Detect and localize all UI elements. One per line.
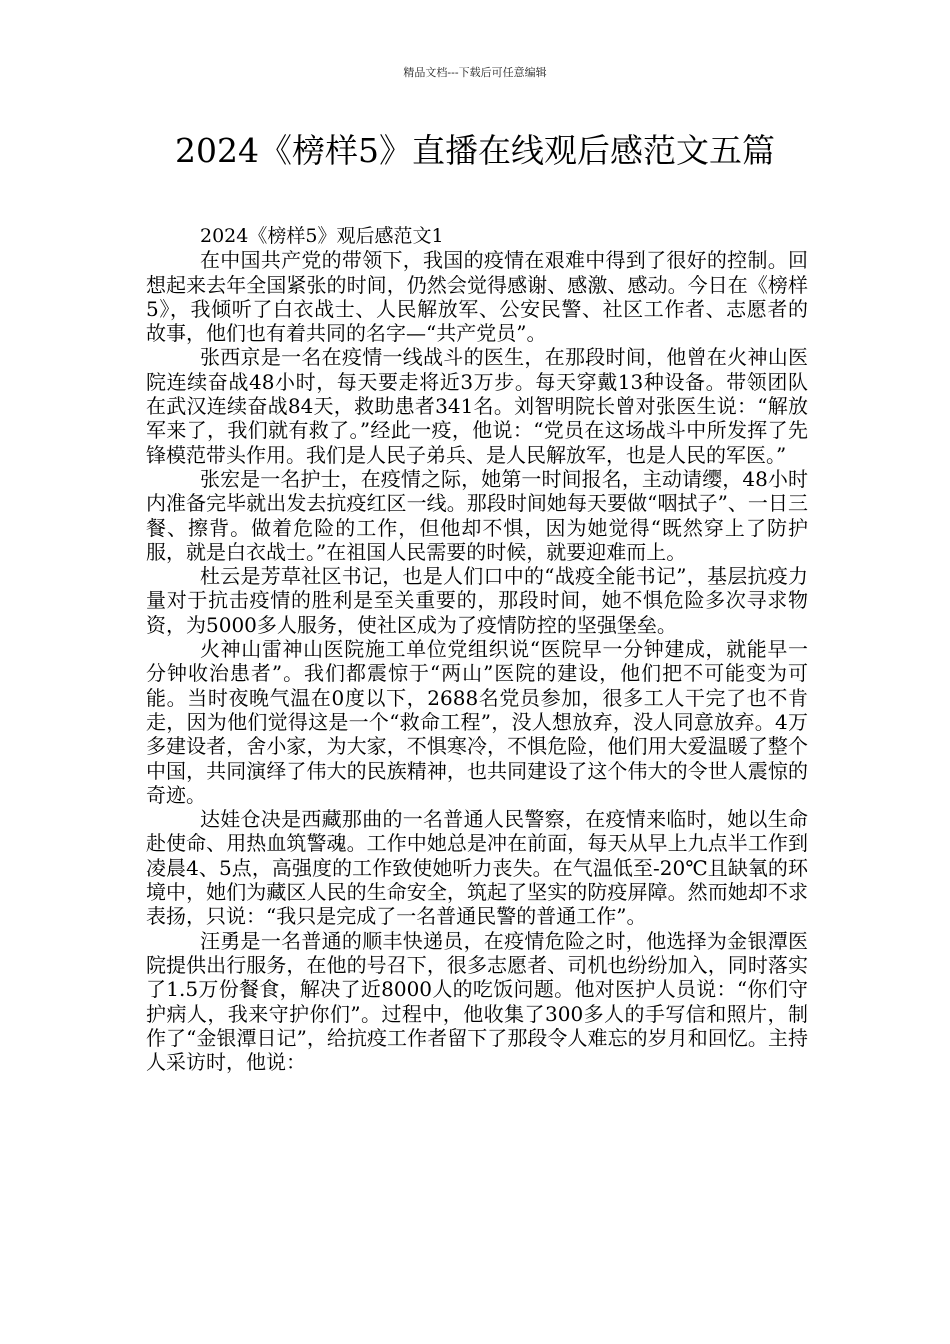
header-note: 精品文档---下载后可任意编辑: [403, 66, 547, 79]
document-title: 2024《榜样5》直播在线观后感范文五篇: [175, 131, 775, 170]
document-body: [146, 224, 808, 1074]
paragraph-3: 张宏是一名护士，在疫情之际，她第一时间报名，主动请缨，48小时内准备完毕就出发去抗疫红区一线。那段时间她每天要做“咽拭子”、一日三餐、擦背。做着危险的工作，但他却不惧，因为她觉得“既然穿上了防护服，就是白衣战士。”在祖国人民需要的时候，就要迎难而上。: [146, 466, 808, 564]
paragraph-6: 达娃仓决是西藏那曲的一名普通人民警察，在疫情来临时，她以生命赴使命、用热血筑警魂。工作中她总是冲在前面，每天从早上九点半工作到凌晨4、5点，高强度的工作致使她听力丧失。在气温低至-20℃且缺氧的环境中，她们为藏区人民的生命安全，筑起了坚实的防疫屏障。然而她却不求表扬，只说：“我只是完成了一名普通民警的普通工作”。: [146, 807, 808, 929]
paragraph-1: 在中国共产党的带领下，我国的疫情在艰难中得到了很好的控制。回想起来去年全国紧张的时间，仍然会觉得感谢、感激、感动。今日在《榜样5》，我倾听了白衣战士、人民解放军、公安民警、社区工作者、志愿者的故事，他们也有着共同的名字—“共产党员”。: [146, 248, 808, 346]
paragraph-7: 汪勇是一名普通的顺丰快递员，在疫情危险之时，他选择为金银潭医院提供出行服务，在他的号召下，很多志愿者、司机也纷纷加入，同时落实了1.5万份餐食，解决了近8000人的吃饭问题。他对医护人员说：“你们守护病人，我来守护你们”。过程中，他收集了300多人的手写信和照片，制作了“金银潭日记”，给抗疫工作者留下了那段令人难忘的岁月和回忆。主持人采访时，他说：: [146, 928, 808, 1075]
paragraph-5: 火神山雷神山医院施工单位党组织说“医院早一分钟建成，就能早一分钟收治患者”。我们都震惊于“两山”医院的建设，他们把不可能变为可能。当时夜晚气温在0度以下，2688名党员参加，很多工人干完了也不肯走，因为他们觉得这是一个“救命工程”，没人想放弃，没人同意放弃。4万多建设者，舍小家，为大家，不惧寒冷，不惧危险，他们用大爱温暖了整个中国，共同演绎了伟大的民族精神，也共同建设了这个伟大的令世人震惊的奇迹。: [146, 637, 808, 807]
section-title: 2024《榜样5》观后感范文1: [200, 225, 444, 247]
paragraph-2: 张西京是一名在疫情一线战斗的医生，在那段时间，他曾在火神山医院连续奋战48小时，每天要走将近3万步。每天穿戴13种设备。带领团队在武汉连续奋战84天，救助患者341名。刘智明院长曾对张医生说：“解放军来了，我们就有救了。”经此一疫，他说：“党员在这场战斗中所发挥了先锋模范带头作用。我们是人民子弟兵、是人民解放军，也是人民的军医。”: [146, 345, 808, 467]
paragraph-4: 杜云是芳草社区书记，也是人们口中的“战疫全能书记”，基层抗疫力量对于抗击疫情的胜利是至关重要的，那段时间，她不惧危险多次寻求物资，为5000多人服务，使社区成为了疫情防控的坚强堡垒。: [146, 564, 808, 637]
